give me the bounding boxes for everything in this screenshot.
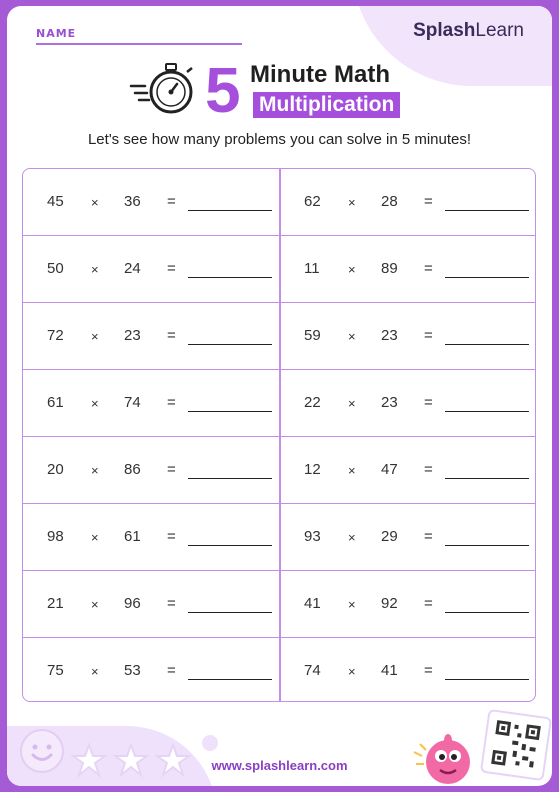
problem-cell: [23, 638, 279, 702]
equals-sign: =: [167, 528, 176, 545]
answer-line[interactable]: [188, 545, 272, 546]
equals-sign: =: [167, 394, 176, 411]
instructions: Let's see how many problems you can solve in 5 minutes!: [87, 131, 472, 148]
problem-cell: [23, 571, 279, 638]
times-sign: ×: [348, 195, 356, 210]
problem-cell: [280, 169, 536, 236]
answer-line[interactable]: [188, 679, 272, 680]
equals-sign: =: [424, 528, 433, 545]
problem-cell: [280, 236, 536, 303]
times-sign: ×: [348, 463, 356, 478]
answer-line[interactable]: [188, 344, 272, 345]
operand-a: 22: [304, 394, 321, 411]
equals-sign: =: [424, 662, 433, 679]
operand-a: 61: [47, 394, 64, 411]
operand-b: 24: [124, 260, 141, 277]
equals-sign: =: [424, 327, 433, 344]
problem-row: [23, 370, 535, 437]
equals-sign: =: [424, 595, 433, 612]
operand-a: 59: [304, 327, 321, 344]
answer-line[interactable]: [188, 277, 272, 278]
answer-line[interactable]: [445, 679, 529, 680]
equals-sign: =: [424, 394, 433, 411]
answer-line[interactable]: [188, 478, 272, 479]
operand-b: 96: [124, 595, 141, 612]
problem-cell: [280, 303, 536, 370]
problem-row: [23, 236, 535, 303]
operand-b: 61: [124, 528, 141, 545]
title-line1: Minute Math: [250, 61, 390, 88]
times-sign: ×: [348, 262, 356, 277]
times-sign: ×: [91, 262, 99, 277]
problem-cell: [280, 571, 536, 638]
times-sign: ×: [348, 530, 356, 545]
operand-b: 53: [124, 662, 141, 679]
problem-cell: [280, 437, 536, 504]
answer-line[interactable]: [445, 478, 529, 479]
problem-row: [23, 571, 535, 638]
equals-sign: =: [167, 595, 176, 612]
times-sign: ×: [91, 597, 99, 612]
operand-a: 98: [47, 528, 64, 545]
qr-code: [480, 709, 552, 781]
title-line2: Multiplication: [253, 92, 400, 118]
problem-row: [23, 169, 535, 236]
decorative-dot: [522, 66, 538, 82]
answer-line[interactable]: [445, 344, 529, 345]
logo-part1: Splash: [413, 20, 476, 41]
answer-line[interactable]: [188, 210, 272, 211]
answer-line[interactable]: [445, 545, 529, 546]
problem-grid: [22, 168, 536, 702]
problem-cell: [23, 236, 279, 303]
equals-sign: =: [424, 193, 433, 210]
operand-a: 75: [47, 662, 64, 679]
operand-a: 93: [304, 528, 321, 545]
problem-row: [23, 638, 535, 702]
star-icon: [157, 745, 189, 775]
times-sign: ×: [348, 664, 356, 679]
equals-sign: =: [167, 662, 176, 679]
answer-line[interactable]: [445, 612, 529, 613]
stopwatch-icon: [129, 60, 199, 120]
equals-sign: =: [424, 260, 433, 277]
answer-line[interactable]: [445, 411, 529, 412]
answer-line[interactable]: [188, 411, 272, 412]
operand-a: 11: [304, 260, 320, 277]
operand-b: 89: [381, 260, 398, 277]
worksheet: [7, 6, 552, 786]
equals-sign: =: [167, 327, 176, 344]
equals-sign: =: [424, 461, 433, 478]
operand-a: 72: [47, 327, 64, 344]
operand-b: 41: [381, 662, 398, 679]
answer-line[interactable]: [445, 210, 529, 211]
problem-cell: [23, 370, 279, 437]
problem-cell: [23, 504, 279, 571]
operand-b: 92: [381, 595, 398, 612]
equals-sign: =: [167, 193, 176, 210]
operand-a: 45: [47, 193, 64, 210]
operand-a: 74: [304, 662, 321, 679]
operand-a: 21: [47, 595, 64, 612]
problem-row: [23, 504, 535, 571]
equals-sign: =: [167, 461, 176, 478]
times-sign: ×: [348, 396, 356, 411]
problem-cell: [280, 638, 536, 702]
operand-b: 47: [381, 461, 398, 478]
times-sign: ×: [91, 195, 99, 210]
operand-b: 23: [381, 327, 398, 344]
problem-cell: [23, 303, 279, 370]
problem-cell: [280, 504, 536, 571]
operand-b: 23: [381, 394, 398, 411]
monster-mascot: [412, 724, 482, 786]
times-sign: ×: [91, 463, 99, 478]
times-sign: ×: [91, 664, 99, 679]
times-sign: ×: [91, 396, 99, 411]
answer-line[interactable]: [188, 612, 272, 613]
operand-a: 62: [304, 193, 321, 210]
big-five: 5: [205, 54, 241, 126]
star-icon: [115, 745, 147, 775]
operand-b: 36: [124, 193, 141, 210]
star-icons: [71, 742, 201, 782]
name-field-line[interactable]: [36, 43, 242, 45]
problem-cell: [23, 437, 279, 504]
problem-row: [23, 437, 535, 504]
logo-part2: Learn: [475, 20, 524, 41]
problem-cell: [23, 169, 279, 236]
operand-b: 86: [124, 461, 141, 478]
times-sign: ×: [348, 597, 356, 612]
operand-a: 41: [304, 595, 321, 612]
problem-row: [23, 303, 535, 370]
operand-a: 20: [47, 461, 64, 478]
operand-b: 29: [381, 528, 398, 545]
times-sign: ×: [91, 329, 99, 344]
name-label: NAME: [36, 27, 77, 40]
decorative-dot: [202, 735, 218, 751]
operand-a: 50: [47, 260, 64, 277]
star-icon: [73, 745, 105, 775]
problem-cell: [280, 370, 536, 437]
operand-a: 12: [304, 461, 321, 478]
answer-line[interactable]: [445, 277, 529, 278]
operand-b: 28: [381, 193, 398, 210]
smiley-icon: [19, 728, 65, 774]
splashlearn-logo: [413, 20, 524, 42]
operand-b: 23: [124, 327, 141, 344]
footer-url: www.splashlearn.com: [211, 758, 348, 773]
equals-sign: =: [167, 260, 176, 277]
times-sign: ×: [91, 530, 99, 545]
operand-b: 74: [124, 394, 141, 411]
times-sign: ×: [348, 329, 356, 344]
